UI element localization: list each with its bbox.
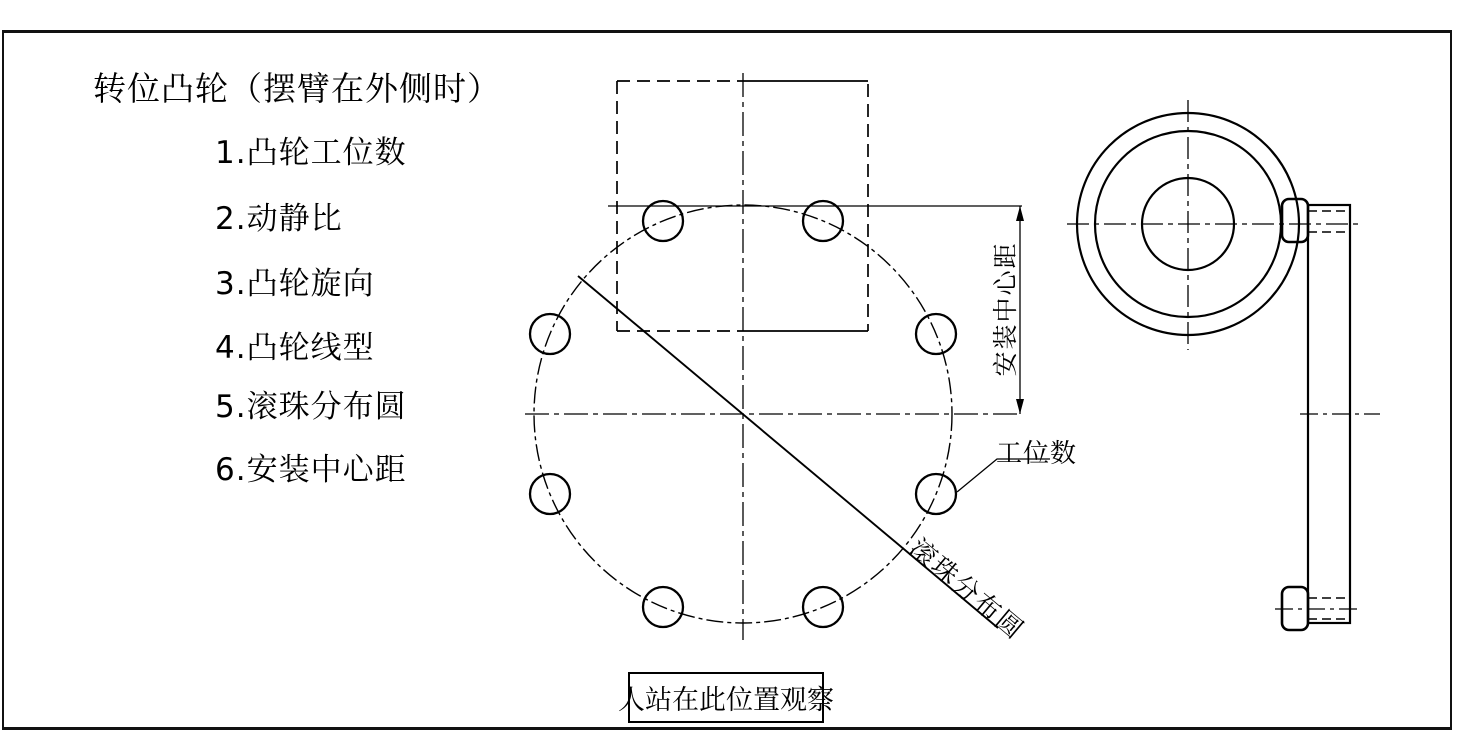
front-view [525, 73, 1050, 640]
cam-note-item-5: 5.滚珠分布圆 [215, 389, 407, 425]
cam-note-item-3: 3.凸轮旋向 [215, 266, 375, 302]
observer-position-label: 人站在此位置观察 [618, 685, 834, 716]
cam-note-item-4: 4.凸轮线型 [215, 330, 375, 366]
side-view [1067, 100, 1380, 630]
dimension-arrow-up [1016, 206, 1024, 221]
station-count-label: 工位数 [996, 439, 1078, 469]
top-roller [1282, 199, 1308, 242]
page-title: 转位凸轮（摆臂在外侧时） [93, 69, 501, 108]
dimension-arrow-down [1016, 399, 1024, 414]
observer-position-box [618, 672, 834, 723]
cam-note-item-2: 2.动静比 [215, 201, 343, 237]
mount-center-distance-label: 安装中心距 [991, 241, 1020, 377]
ball-distribution-circle-label: 滚珠分布圆 [903, 533, 1030, 647]
cam-note-item-1: 1.凸轮工位数 [215, 135, 407, 171]
cam-note-item-6: 6.安装中心距 [215, 452, 407, 488]
top-roller-hidden-stud-lines [1308, 211, 1350, 232]
